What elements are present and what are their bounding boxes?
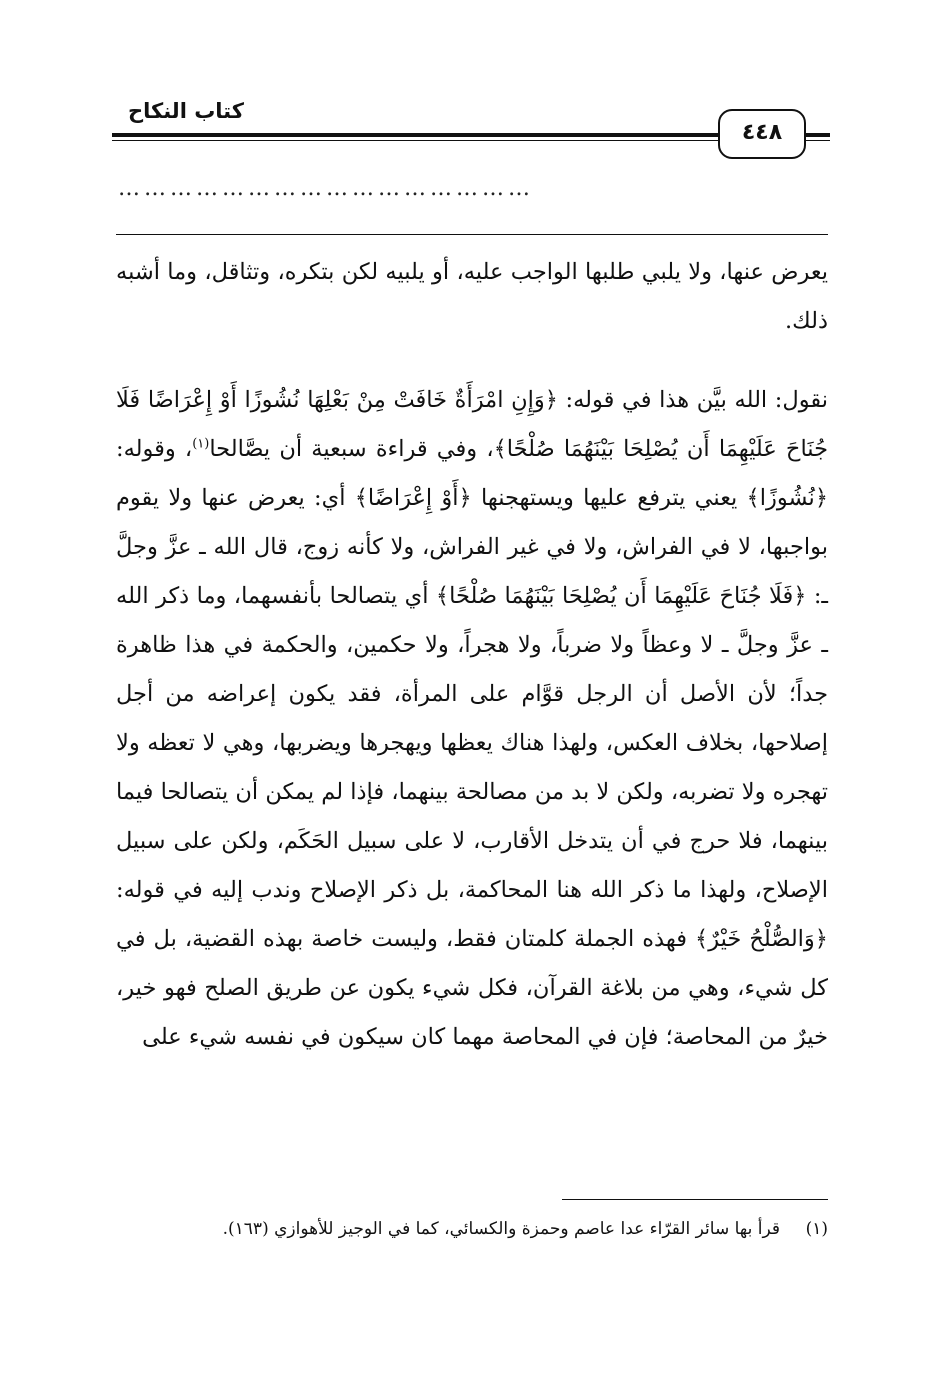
body-rule bbox=[116, 234, 828, 235]
ellipsis-line: ………………………………………… bbox=[118, 176, 534, 201]
page-number-frame bbox=[718, 109, 806, 159]
paragraph-2-part-2: ، وقوله: ﴿نُشُوزًا﴾ يعني يترفع عليها ويستهجنها ﴿أَوْ إِعْرَاضًا﴾ أي: يعرض عنها ولا يقوم بواجبها، لا في الفراش، ولا في غير الفراش، ولا كأنه زوج، قال الله ـ عزَّ وجلَّ ـ: ﴿فَلَا جُنَاحَ عَلَيْهِمَا أَن يُصْلِحَا بَيْنَهُمَا صُلْحًا﴾ أي يتصالحا بأنفسهما، وما ذكر الله ـ عزَّ وجلَّ ـ لا وعظاً ولا ضرباً، ولا هجراً، ولا حكمين، والحكمة في هذا ظاهرة جداً؛ لأن الأصل أن الرجل قوَّام على المرأة، فقد يكون إعراضه من أجل إصلاحها، بخلاف العكس، ولهذا هناك يعظها ويهجرها ويضربها، وهي لا تعظه ولا تهجره ولا تضربه، ولكن لا بد من مصالحة بينهما، فإذا لم يمكن أن يتصالحا فيما بينهما، فلا حرج في أن يتدخل الأقارب، لا على سبيل الحَكَم، ولكن على سبيل الإصلاح، ولهذا ما ذكر الله هنا المحاكمة، بل ذكر الإصلاح وندب إليه في قوله: ﴿وَالصُّلْحُ خَيْرٌ﴾ فهذه الجملة كلمتان فقط، وليست خاصة بهذه القضية، بل في كل شيء، وهي من بلاغة القرآن، فكل شيء يكون عن طريق الصلح فهو خير، خيرٌ من المحاصة؛ فإن في المحاصة مهما كان سيكون في نفسه شيء على bbox=[116, 436, 828, 1050]
footnote bbox=[116, 1212, 828, 1246]
page-header bbox=[112, 95, 830, 157]
page-number: ٤٤٨ bbox=[741, 120, 783, 145]
paragraph-2-part-1: نقول: الله بيَّن هذا في قوله: ﴿وَإِنِ امْرَأَةٌ خَافَتْ مِنْ بَعْلِهَا نُشُوزًا أَوْ إِعْرَاضًا فَلَا جُنَاحَ عَلَيْهِمَا أَن يُصْلِحَا بَيْنَهُمَا صُلْحًا﴾، وفي قراءة سبعية أن يصَّالحا bbox=[116, 387, 828, 462]
footnote-rule bbox=[562, 1199, 828, 1200]
main-text bbox=[116, 248, 828, 1062]
paragraph-1: يعرض عنها، ولا يلبي طلبها الواجب عليه، أو يلبيه لكن بتكره، وتثاقل، وما أشبه ذلك. bbox=[116, 259, 828, 334]
footnote-marker: (١) bbox=[192, 436, 210, 452]
footnote-text: قرأ بها سائر القرّاء عدا عاصم وحمزة والكسائي، كما في الوجيز للأهوازي (١٦٣). bbox=[222, 1219, 780, 1239]
footnote-number: (١) bbox=[805, 1219, 828, 1239]
book-title: كتاب النكاح bbox=[120, 99, 252, 123]
paragraph-2 bbox=[116, 376, 828, 1062]
